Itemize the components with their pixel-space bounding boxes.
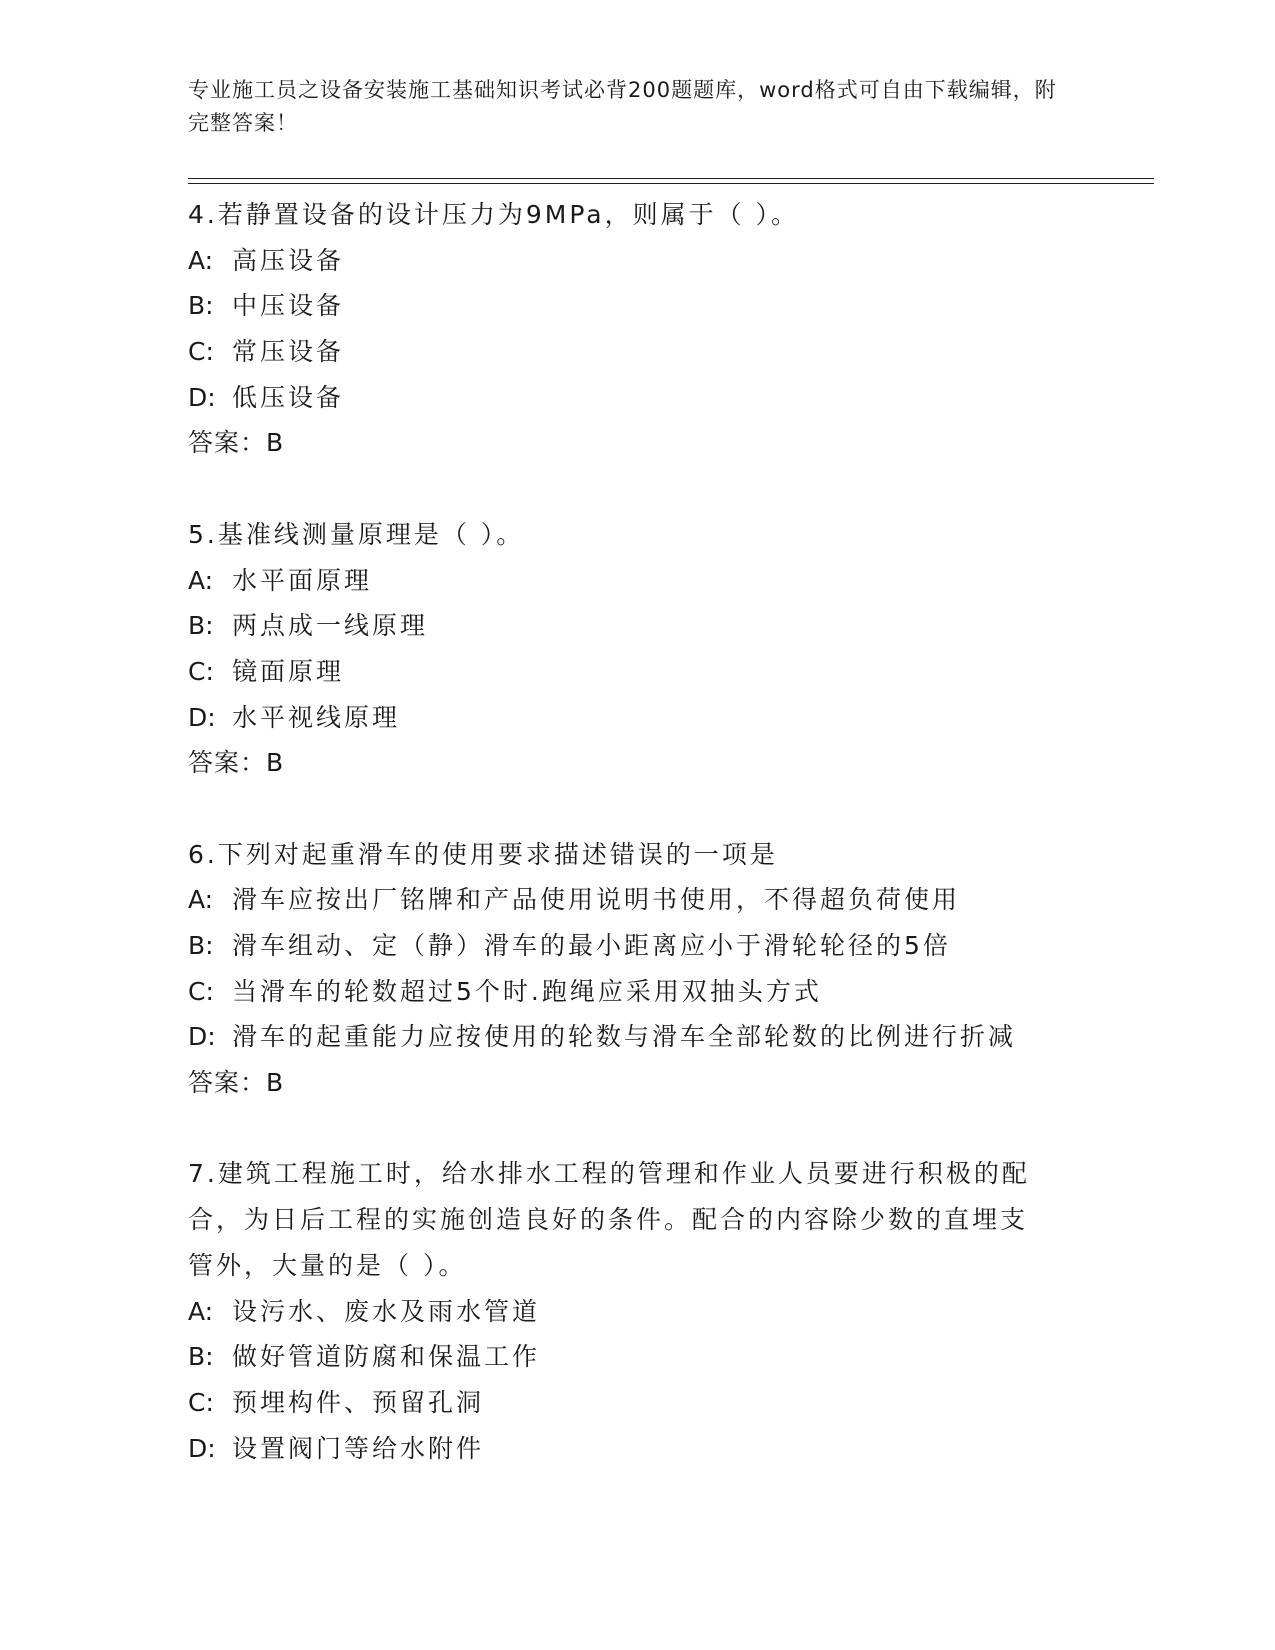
option-text: 中压设备 (232, 291, 345, 321)
option-c (188, 649, 1068, 695)
spacer (188, 466, 1068, 512)
question-6 (188, 832, 1068, 1106)
option-label: D: (188, 1433, 216, 1463)
question-list (188, 192, 1068, 1471)
option-c (188, 1380, 1068, 1426)
option-label: C: (188, 337, 214, 367)
option-text: 水平面原理 (232, 565, 373, 595)
option-label: C: (188, 656, 214, 686)
option-text: 两点成一线原理 (232, 611, 429, 641)
option-c (188, 969, 1068, 1015)
option-label: A: (188, 1296, 214, 1326)
spacer (188, 786, 1068, 832)
question-stem: 4.若静置设备的设计压力为9MPa，则属于（ ）。 (188, 200, 800, 229)
option-a (188, 558, 1068, 604)
option-label: C: (188, 1387, 214, 1417)
option-text: 低压设备 (232, 382, 345, 412)
spacer (188, 1106, 1068, 1152)
question-5 (188, 512, 1068, 786)
option-label: A: (188, 885, 214, 915)
option-label: B: (188, 611, 214, 641)
option-label: B: (188, 931, 214, 960)
answer-line: 答案：B (188, 748, 285, 778)
answer-line: 答案：B (188, 428, 285, 458)
question-7 (188, 1151, 1068, 1471)
document-header: 专业施工员之设备安装施工基础知识考试必背200题题库，word格式可自由下载编辑，附完整答案！ (188, 78, 1057, 135)
option-text: 高压设备 (232, 245, 345, 275)
option-label: C: (188, 976, 214, 1006)
option-text: 水平视线原理 (232, 702, 401, 732)
question-4 (188, 192, 1068, 466)
question-stem: 5.基准线测量原理是（ ）。 (188, 519, 525, 549)
question-stem: 6.下列对起重滑车的使用要求描述错误的一项是 (188, 839, 778, 869)
option-label: A: (188, 565, 214, 595)
option-b (188, 1334, 1068, 1380)
answer-line: 答案：B (188, 1068, 285, 1098)
option-text: 设污水、废水及雨水管道 (232, 1296, 541, 1326)
option-d (188, 1426, 1068, 1472)
option-d (188, 695, 1068, 741)
option-text: 预埋构件、预留孔洞 (232, 1387, 485, 1417)
option-text: 当滑车的轮数超过5个时.跑绳应采用双抽头方式 (232, 976, 822, 1006)
option-text: 滑车应按出厂铭牌和产品使用说明书使用，不得超负荷使用 (232, 885, 961, 915)
option-c (188, 329, 1068, 375)
option-text: 镜面原理 (232, 656, 345, 686)
option-a (188, 238, 1068, 284)
question-stem-line: 7.建筑工程施工时，给水排水工程的管理和作业人员要进行积极的配 (188, 1159, 1030, 1189)
option-label: A: (188, 245, 214, 275)
option-text: 滑车的起重能力应按使用的轮数与滑车全部轮数的比例进行折减 (232, 1022, 1017, 1052)
option-a (188, 877, 1068, 923)
option-b (188, 923, 1068, 969)
header-divider-top (188, 178, 1154, 179)
option-text: 常压设备 (232, 337, 345, 367)
option-text: 做好管道防腐和保温工作 (232, 1342, 541, 1372)
option-label: D: (188, 1022, 216, 1052)
option-label: B: (188, 291, 214, 321)
option-b (188, 283, 1068, 329)
question-stem-line: 合，为日后工程的实施创造良好的条件。配合的内容除少数的直埋支 (188, 1205, 1029, 1235)
option-d (188, 375, 1068, 421)
option-text: 设置阀门等给水附件 (232, 1433, 485, 1463)
option-label: D: (188, 382, 216, 412)
option-label: B: (188, 1342, 214, 1372)
option-a (188, 1289, 1068, 1335)
header-divider-bottom (188, 183, 1154, 184)
question-stem-line: 管外，大量的是（ ）。 (188, 1250, 467, 1280)
option-d (188, 1014, 1068, 1060)
option-label: D: (188, 702, 216, 732)
option-text: 滑车组动、定（静）滑车的最小距离应小于滑轮轮径的5倍 (232, 931, 951, 960)
option-b (188, 603, 1068, 649)
